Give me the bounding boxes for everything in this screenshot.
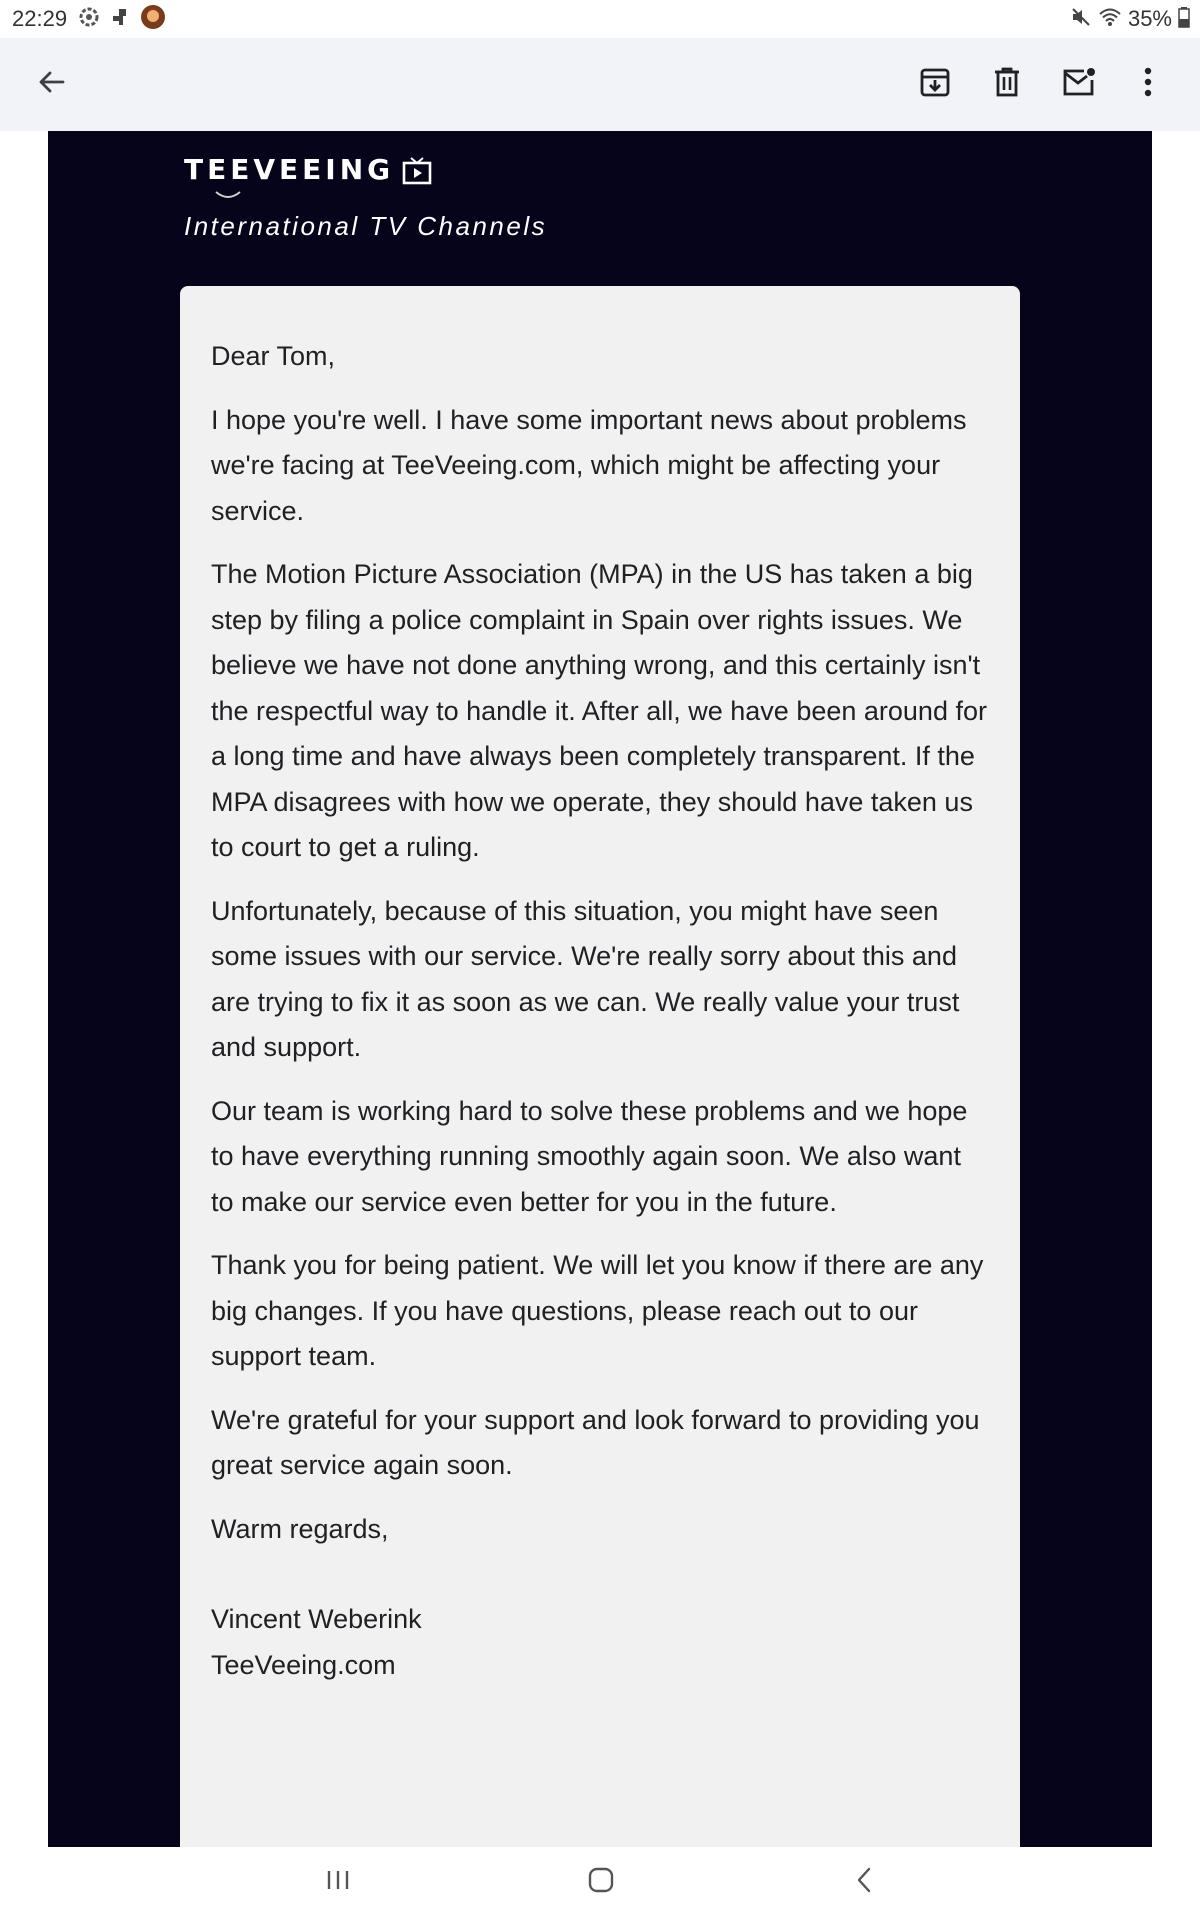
system-status <box>1070 6 1190 32</box>
smile-icon <box>214 187 242 205</box>
delete-button[interactable] <box>979 56 1035 112</box>
back-button[interactable] <box>24 56 80 112</box>
trash-icon <box>992 66 1022 103</box>
app-notification-icon <box>110 7 130 32</box>
paragraph: I hope you're well. I have some important news about problems we're facing at TeeVeeing.com, which might be affecting your service. <box>211 404 967 526</box>
archive-button[interactable] <box>907 56 963 112</box>
status-bar <box>0 0 1200 38</box>
signature <box>211 1597 988 1688</box>
more-options-button[interactable] <box>1120 56 1176 112</box>
settings-notification-icon <box>78 6 100 33</box>
more-vert-icon <box>1143 67 1153 102</box>
home-icon <box>587 1866 615 1899</box>
tv-play-icon <box>402 156 432 191</box>
system-navigation-bar <box>0 1847 1200 1920</box>
brand-tagline: International TV Channels <box>184 211 548 241</box>
brand-name: TEEVEEING <box>184 153 395 186</box>
arrow-left-icon <box>37 67 67 102</box>
mark-unread-button[interactable] <box>1051 56 1107 112</box>
battery-level: 35% <box>1127 6 1172 31</box>
closing: Warm regards, <box>211 1513 389 1544</box>
avatar-notification-icon <box>140 4 166 35</box>
home-button[interactable] <box>571 1857 631 1907</box>
mail-unread-icon <box>1062 67 1096 102</box>
paragraph: We're grateful for your support and look forward to providing you great service again soon. <box>211 1404 980 1480</box>
paragraph: Thank you for being patient. We will let you know if there are any big changes. If you have questions, please reach out to our support team. <box>211 1250 984 1371</box>
recents-icon <box>325 1868 351 1897</box>
battery-icon <box>1178 6 1190 33</box>
status-time: 22:29 <box>12 6 68 31</box>
notification-icons <box>78 6 166 32</box>
email-body <box>48 131 1152 1847</box>
nav-back-icon <box>854 1866 874 1899</box>
nav-back-button[interactable] <box>834 1857 894 1907</box>
message-card <box>180 286 1020 1847</box>
signature-company: TeeVeeing.com <box>211 1649 396 1680</box>
mute-icon <box>1070 6 1092 33</box>
email-toolbar <box>0 38 1200 131</box>
signature-name: Vincent Weberink <box>211 1604 422 1634</box>
wifi-icon <box>1098 6 1122 33</box>
paragraph: Our team is working hard to solve these problems and we hope to have everything running smoothly again soon. We also want to make our service even better for you in the future. <box>211 1095 968 1217</box>
archive-icon <box>919 66 951 103</box>
greeting: Dear Tom, <box>211 341 336 371</box>
paragraph: Unfortunately, because of this situation, you might have seen some issues with our service. We're really sorry about this and are trying to fix it as soon as we can. We really value your trust and support. <box>211 895 960 1062</box>
brand-logo <box>184 153 432 201</box>
paragraph: The Motion Picture Association (MPA) in the US has taken a big step by filing a police complaint in Spain over rights issues. We believe we have not done anything wrong, and this certainly isn't the respectful way to handle it. After all, we have been around for a long time and have always been completely transparent. If the MPA disagrees with how we operate, they should have taken us to court to get a ruling. <box>211 559 987 862</box>
recents-button[interactable] <box>308 1857 368 1907</box>
